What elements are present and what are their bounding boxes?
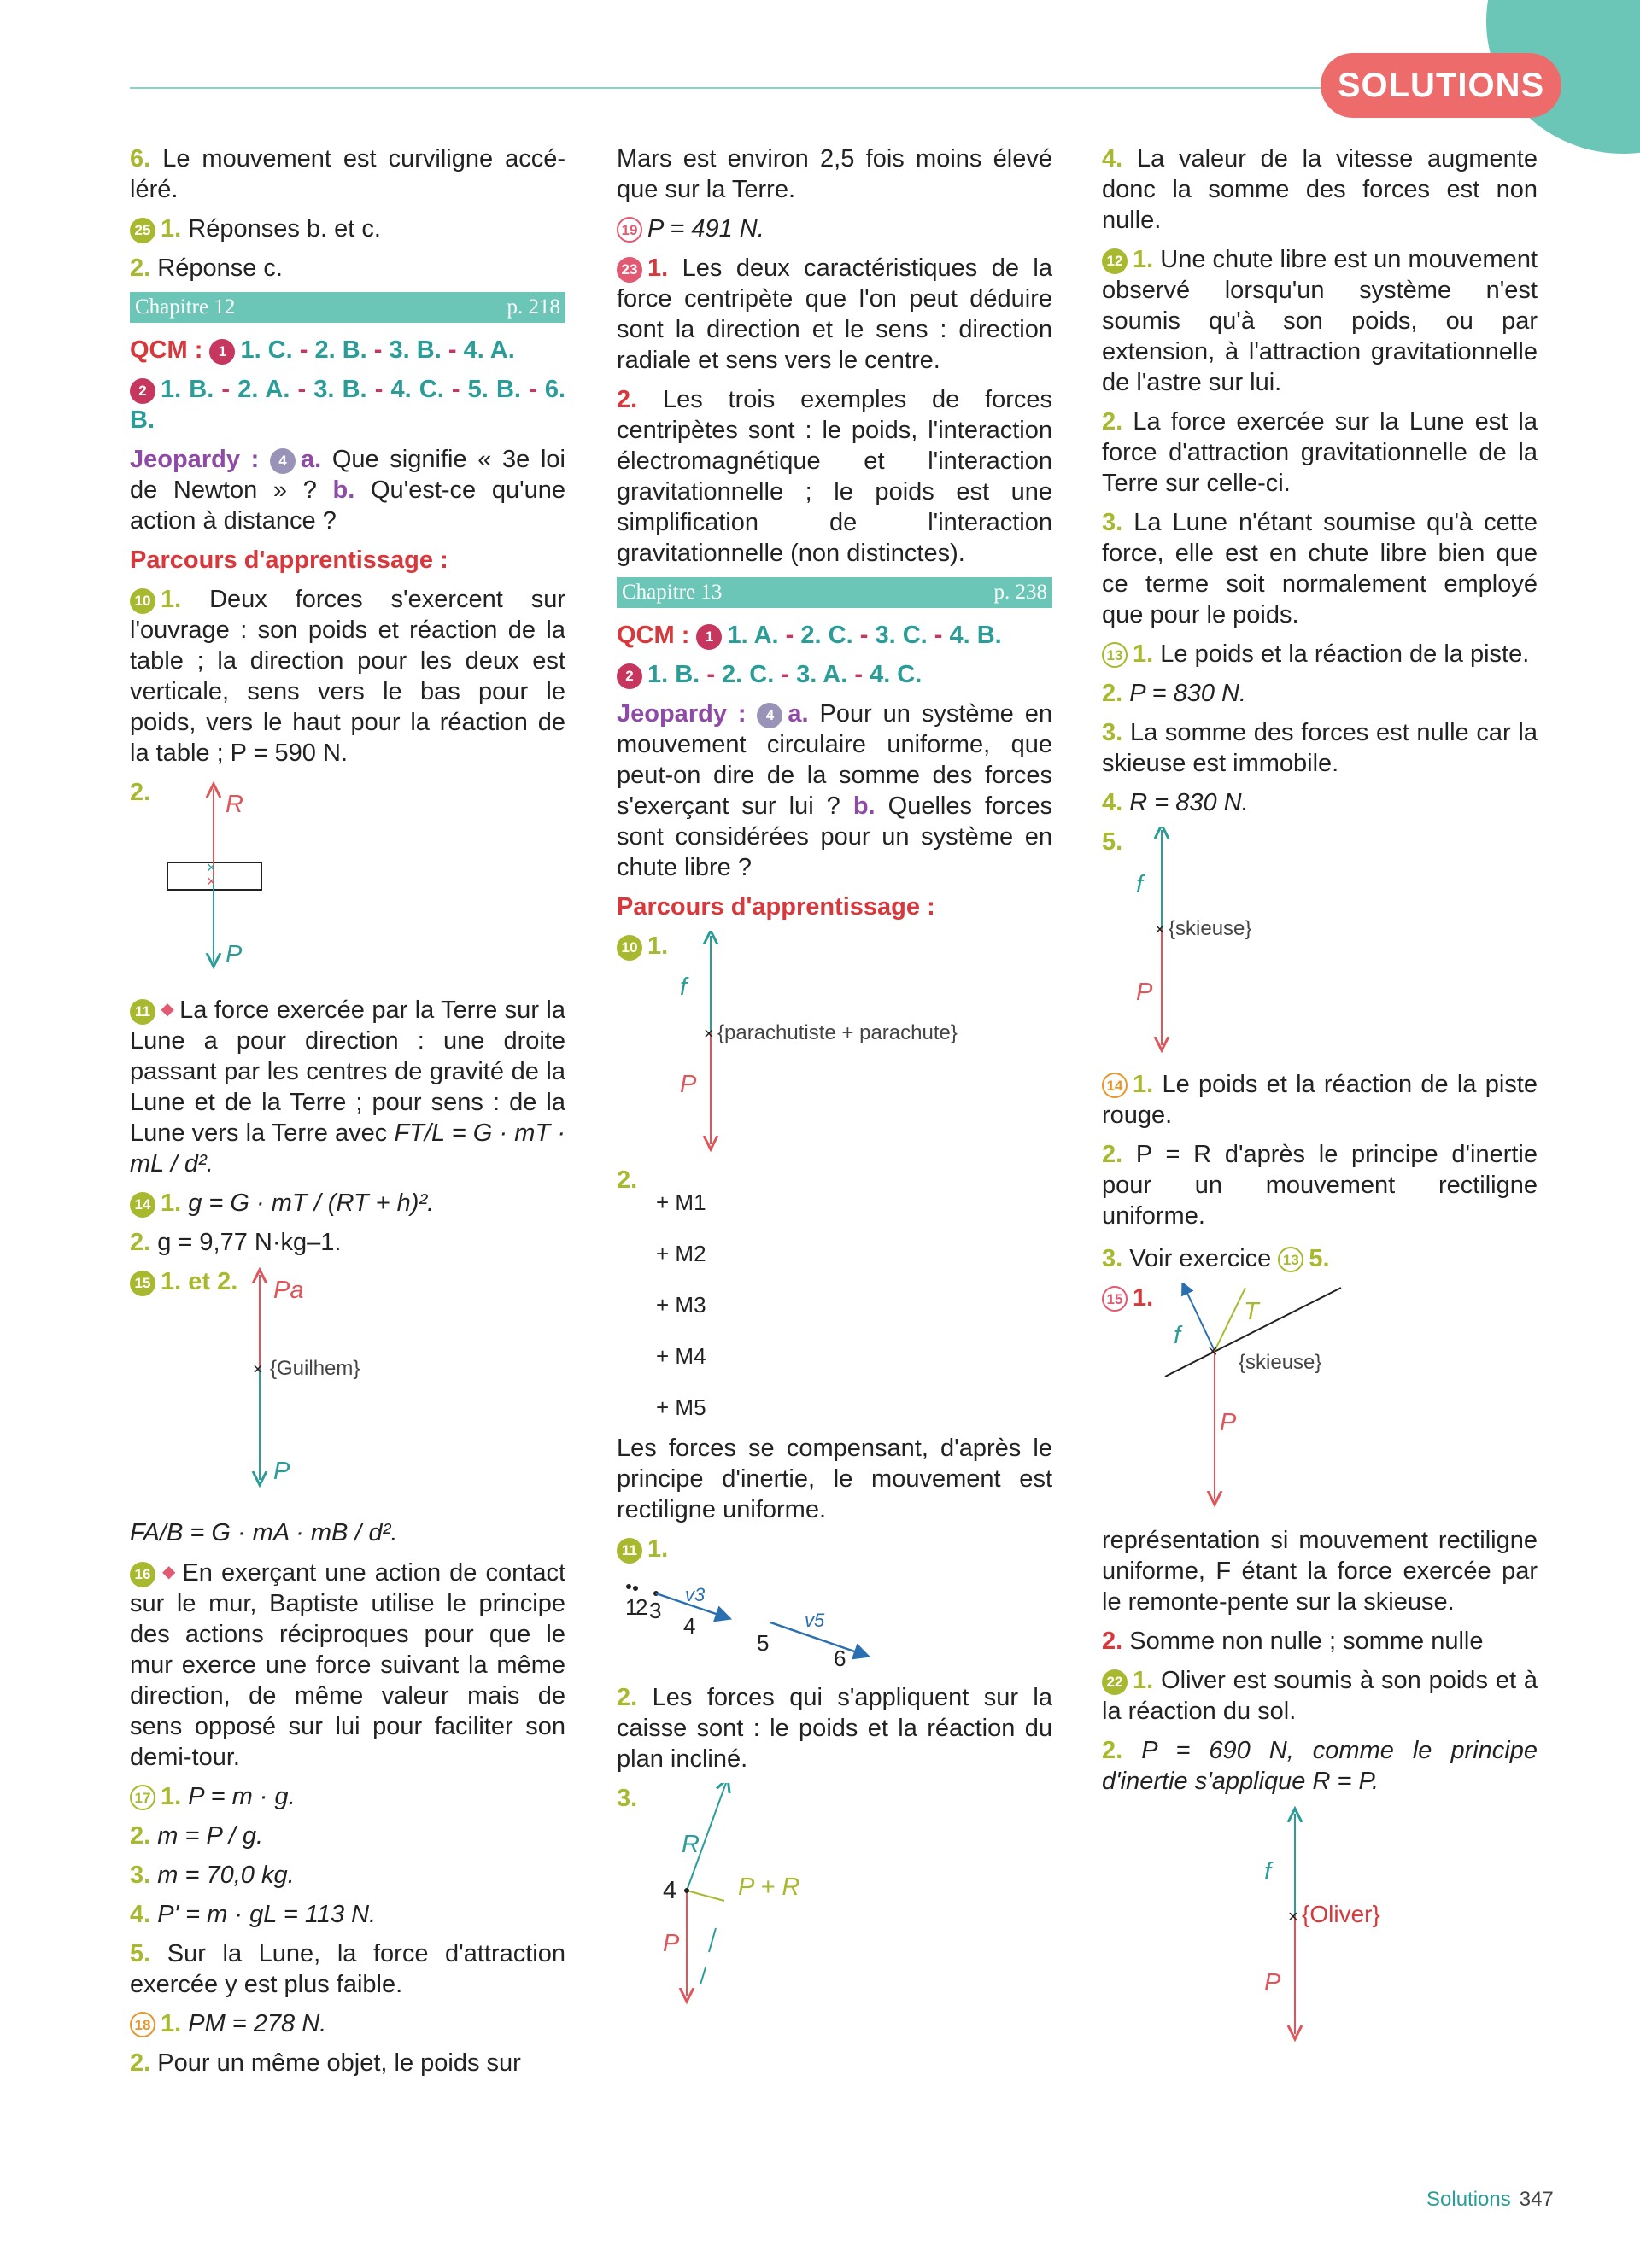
exercise-25-2: 2. Réponse c.	[130, 254, 283, 282]
label-P: P	[273, 1458, 290, 1485]
label-R: R	[682, 1831, 700, 1858]
exercise-13-3: 3. La somme des forces est nulle car la skieuse est immobile.	[1102, 719, 1538, 777]
exercise-17-5: 5. Sur la Lune, la force d'attraction exercée y est plus faible.	[130, 1940, 565, 1998]
exercise-11: 11 ◆ La force exercée par la Terre sur la Lune a pour direction : une droite passant par les centres de gravité de la Lune et de la Terre ; pour sens : de la Lune vers la Terre avec FT/L = G · mT · mL / d².	[130, 997, 565, 1178]
formula-fab: FA/B = G · mA · mB / d².	[130, 1519, 398, 1546]
svg-text:×: ×	[1155, 921, 1165, 939]
svg-text:×: ×	[704, 1025, 714, 1043]
exercise-13: 13 1. Le poids et la réaction de la piste.	[1102, 639, 1538, 669]
chapter-header: Chapitre 13 p. 238	[617, 577, 1052, 608]
qcm-line-1: QCM : 1 1. C. - 2. B. - 3. B. - 4. A.	[130, 336, 515, 364]
force-diagram	[130, 777, 565, 982]
exercise-15-text: représentation si mouvement rectiligne uniforme, F étant la force exercée par le remonte-pente sur la skieuse.	[1102, 1527, 1538, 1616]
label-P: P	[663, 1930, 680, 1957]
exercise-12: 12 1. Une chute libre est un mouvement observé lorsqu'un système n'est soumis qu'à son poids, ou par extension, à l'attraction gravitationnelle de l'astre sur lui.	[1102, 246, 1538, 396]
label-v5: v5	[805, 1610, 825, 1631]
point-M5: + M5	[656, 1394, 706, 1420]
figure-points-M: 2. + M1 + M2 + M3 + M4 + M5	[617, 1165, 1052, 1421]
exercise-13-4: 4. R = 830 N.	[1102, 789, 1249, 816]
point-M3: + M3	[656, 1292, 706, 1318]
exercise-23-2: 2. Les trois exemples de forces centripètes sont : le poids, l'interaction électromagnétique et l'interaction gravitationnelle ; le poids est une simplification de l'interaction gravitationnelle (non distinctes).	[617, 386, 1052, 567]
exercise-25: 25 1. Réponses b. et c.	[130, 213, 565, 244]
label-skieuse: {skieuse}	[1239, 1351, 1322, 1374]
label-P: P	[1264, 1969, 1281, 1996]
label-T: T	[1244, 1298, 1259, 1325]
chapter-header: Chapitre 12 p. 218	[130, 292, 565, 323]
figure-skieuse-2: 15 1. × f T {skieuse} P	[1102, 1283, 1538, 1513]
exercise-15-2: 2. Somme non nulle ; somme nulle	[1102, 1628, 1484, 1655]
exercise-13-2: 2. P = 830 N.	[1102, 680, 1247, 707]
exercise-18-2: 2. Pour un même objet, le poids sur	[130, 2049, 521, 2077]
solutions-badge: SOLUTIONS	[1321, 53, 1561, 118]
exercise-14-2: 2. P = R d'après le principe d'inertie pour un mouvement rectiligne uniforme.	[1102, 1141, 1538, 1230]
column-2	[617, 143, 1052, 2025]
continuation: Mars est environ 2,5 fois moins élevé que sur la Terre.	[617, 145, 1052, 203]
exercise-12-3: 3. La Lune n'étant soumise qu'à cette force, elle est en chute libre bien que ce terme soit normalement employé que pour le poids.	[1102, 509, 1538, 628]
label-f: f	[1264, 1858, 1272, 1885]
point-M1: + M1	[656, 1190, 706, 1215]
label-parachutiste: {parachutiste + parachute}	[718, 1021, 958, 1044]
exercise-14: 14 1. Le poids et la réaction de la piste rouge.	[1102, 1071, 1538, 1129]
label-sum: P + R	[738, 1873, 800, 1901]
exercise-23: 23 1. Les deux caractéristiques de la force centripète que l'on peut déduire sont la direction et le sens : direction radiale et sens vers le centre.	[617, 254, 1052, 374]
jeopardy: Jeopardy : 4 a. Pour un système en mouvement circulaire uniforme, que peut-on dire de la somme des forces s'exerçant sur lui ? b. Quelles forces sont considérées pour un système en chute libre ?	[617, 700, 1053, 881]
conclusion: Les forces se compensant, d'après le principe d'inertie, le mouvement est rectiligne uniforme.	[617, 1435, 1052, 1523]
point-label: 4	[663, 1877, 677, 1904]
exercise-14: 14 1. g = G · mT / (RT + h)².	[130, 1188, 565, 1219]
figure-oliver	[1102, 1805, 1538, 2044]
figure-parachutiste: 10 1. × f {parachutiste + parachute} P	[617, 931, 1052, 1153]
exercise-16: 16 ◆ En exerçant une action de contact sur le mur, Baptiste utilise le principe des actions réciproques pour que le mur exerce une force suivant la même direction, de même valeur mais de sens opposé sur lui pour faciliter son demi-tour.	[130, 1559, 566, 1771]
exercise-19: 19 P = 491 N.	[617, 213, 1052, 244]
qcm-line-2: 2 1. B. - 2. C. - 3. A. - 4. C.	[617, 659, 1052, 690]
exercise-22-2: 2. P = 690 N, comme le principe d'inertie s'applique R = P.	[1102, 1737, 1538, 1795]
figure-book-forces: 2. × × R P	[130, 777, 565, 982]
label-oliver: {Oliver}	[1302, 1901, 1380, 1927]
svg-text:×: ×	[1208, 1342, 1218, 1361]
exercise-10: 10 1. Deux forces s'exercent sur l'ouvrage : son poids et réaction de la table ; la direction pour les deux est verticale, sens vers le bas pour le poids, vers le haut pour la réaction de la table ; P = 590 N.	[130, 586, 565, 767]
label-P: P	[226, 941, 243, 968]
figure-velocity: 11 1. 1 2 3 4 5 6 v3 v5	[617, 1534, 1052, 1670]
guilhem-diagram	[130, 1266, 565, 1505]
exercise-17-2: 2. m = P / g.	[130, 1822, 264, 1850]
exercise-17-4: 4. P' = m · gL = 113 N.	[130, 1901, 377, 1928]
qcm-line-1: QCM : 1 1. A. - 2. C. - 3. C. - 4. B.	[617, 622, 1002, 649]
point-M4: + M4	[656, 1343, 706, 1369]
exercise-14-3: 3. Voir exercice 13 5.	[1102, 1245, 1330, 1272]
figure-skieuse-1: 5. × f {skieuse} P	[1102, 827, 1538, 1057]
page-number: 347	[1519, 2188, 1554, 2211]
column-1	[130, 143, 565, 2087]
figure-incline: 3. R P + R 4 P	[617, 1783, 1052, 2014]
parcours-heading: Parcours d'apprentissage :	[617, 893, 935, 921]
svg-text:×: ×	[207, 873, 216, 890]
exercise-22: 22 1. Oliver est soumis à son poids et à la réaction du sol.	[1102, 1667, 1538, 1725]
exercise-14-2: 2. g = 9,77 N·kg–1.	[130, 1229, 342, 1256]
label-P: P	[680, 1071, 697, 1098]
svg-text:×: ×	[207, 859, 216, 876]
answer-4: 4. La valeur de la vitesse augmente donc la somme des forces est non nulle.	[1102, 145, 1538, 234]
skieuse-diagram	[1102, 827, 1538, 1057]
exercise-17-1: 17 1. P = m · g.	[130, 1781, 565, 1812]
qcm-line-2: 2 1. B. - 2. A. - 3. B. - 4. C. - 5. B. - 6. B.	[130, 376, 566, 434]
label-f: f	[1174, 1322, 1181, 1349]
label-R: R	[226, 791, 243, 818]
point-M2: + M2	[656, 1241, 706, 1266]
label-skieuse: {skieuse}	[1168, 917, 1252, 940]
label-P: P	[1136, 979, 1153, 1006]
svg-text:×: ×	[1288, 1908, 1298, 1926]
header-rule	[130, 87, 1343, 89]
skieuse-slope-diagram	[1102, 1283, 1538, 1513]
label-f: f	[680, 973, 688, 1001]
parcours-heading: Parcours d'apprentissage :	[130, 547, 448, 574]
page-footer: Solutions 347	[1426, 2188, 1554, 2211]
label-f: f	[1136, 871, 1144, 898]
figure-guilhem: 15 1. et 2. × Pa {Guilhem} P	[130, 1266, 565, 1505]
exercise-11-2: 2. Les forces qui s'appliquent sur la caisse sont : le poids et la réaction du plan incliné.	[617, 1684, 1053, 1773]
answer-6: 6. Le mouvement est curviligne accé-léré.	[130, 145, 565, 203]
exercise-badge: 25	[130, 218, 155, 243]
exercise-17-3: 3. m = 70,0 kg.	[130, 1862, 295, 1889]
exercise-12-2: 2. La force exercée sur la Lune est la force d'attraction gravitationnelle de la Terre sur celle-ci.	[1102, 408, 1538, 497]
exercise-18: 18 1. PM = 278 N.	[130, 2008, 565, 2039]
svg-text:×: ×	[253, 1360, 263, 1379]
label-v3: v3	[685, 1584, 706, 1605]
label-guilhem: {Guilhem}	[270, 1357, 360, 1380]
jeopardy: Jeopardy : 4 a. Que signifie « 3e loi de Newton » ? b. Qu'est-ce qu'une action à distance ?	[130, 446, 566, 535]
label-Pa: Pa	[273, 1277, 304, 1304]
incline-diagram	[617, 1783, 1052, 2014]
column-3	[1102, 143, 1538, 2056]
label-P: P	[1220, 1409, 1237, 1436]
